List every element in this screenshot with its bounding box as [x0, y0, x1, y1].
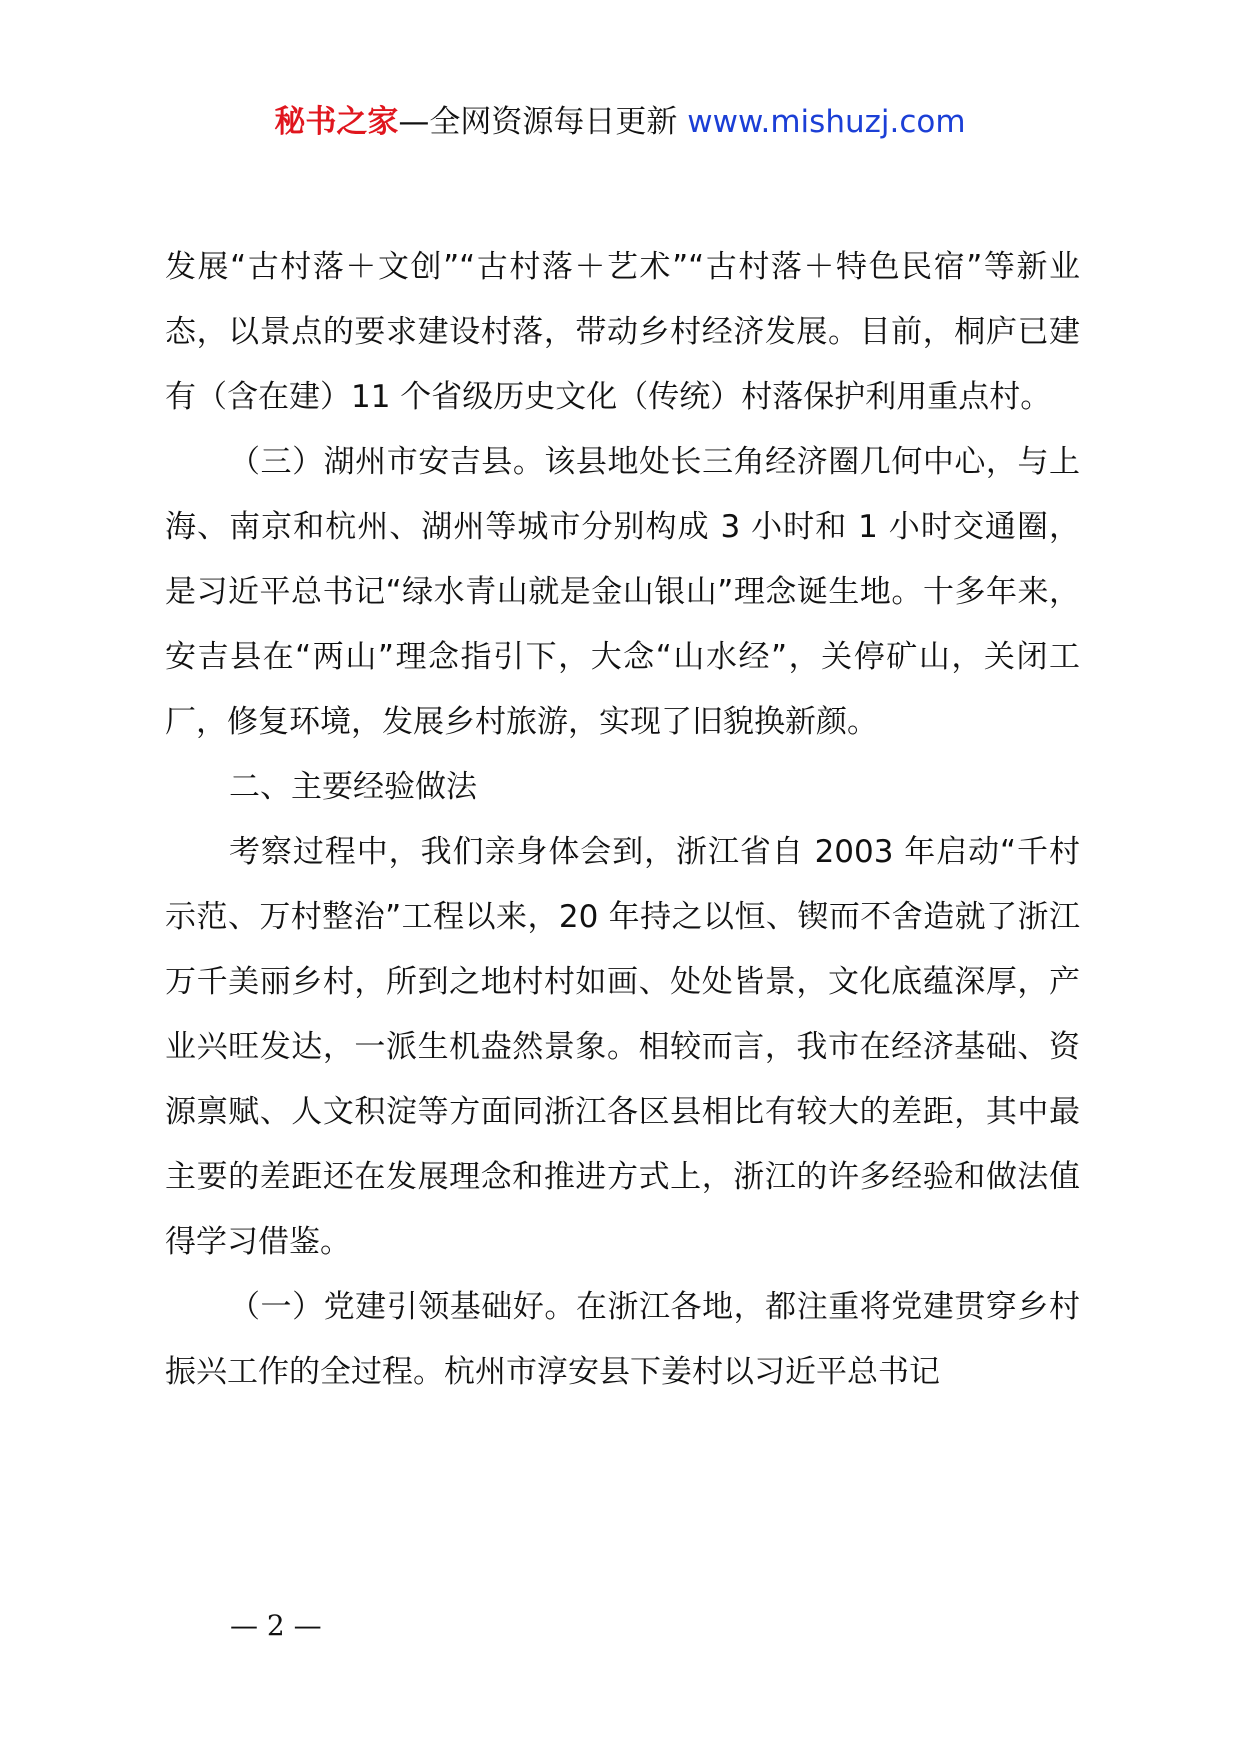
document-body: [165, 235, 1080, 1405]
brand-tagline: —全网资源每日更新: [398, 104, 688, 140]
site-url: www.mishuzj.com: [687, 104, 966, 140]
section-heading: 二、主要经验做法: [229, 769, 477, 805]
page-number: — 2 —: [230, 1609, 322, 1642]
paragraph-section-3: （三）湖州市安吉县。该县地处长三角经济圈几何中心，与上海、南京和杭州、湖州等城市分别构成 3 小时和 1 小时交通圈，是习近平总书记“绿水青山就是金山银山”理念诞生地。十多年来，安吉县在“两山”理念指引下，大念“山水经”，关停矿山，关闭工厂，修复环境，发展乡村旅游，实现了旧貌换新颜。: [165, 444, 1080, 740]
brand-name: 秘书之家: [274, 104, 399, 140]
paragraph-subsection-1: （一）党建引领基础好。在浙江各地，都注重将党建贯穿乡村振兴工作的全过程。杭州市淳安县下姜村以习近平总书记: [165, 1289, 1080, 1390]
paragraph-continuation: 发展“古村落＋文创”“古村落＋艺术”“古村落＋特色民宿”等新业态，以景点的要求建设村落，带动乡村经济发展。目前，桐庐已建有（含在建）11 个省级历史文化（传统）村落保护利用重点村。: [165, 249, 1080, 415]
paragraph-experience: 考察过程中，我们亲身体会到，浙江省自 2003 年启动“千村示范、万村整治”工程以来，20 年持之以恒、锲而不舍造就了浙江万千美丽乡村，所到之地村村如画、处处皆景，文化底蕴深厚，产业兴旺发达，一派生机盎然景象。相较而言，我市在经济基础、资源禀赋、人文积淀等方面同浙江各区县相比有较大的差距，其中最主要的差距还在发展理念和推进方式上，浙江的许多经验和做法值得学习借鉴。: [165, 834, 1080, 1260]
site-header: [0, 100, 1240, 144]
